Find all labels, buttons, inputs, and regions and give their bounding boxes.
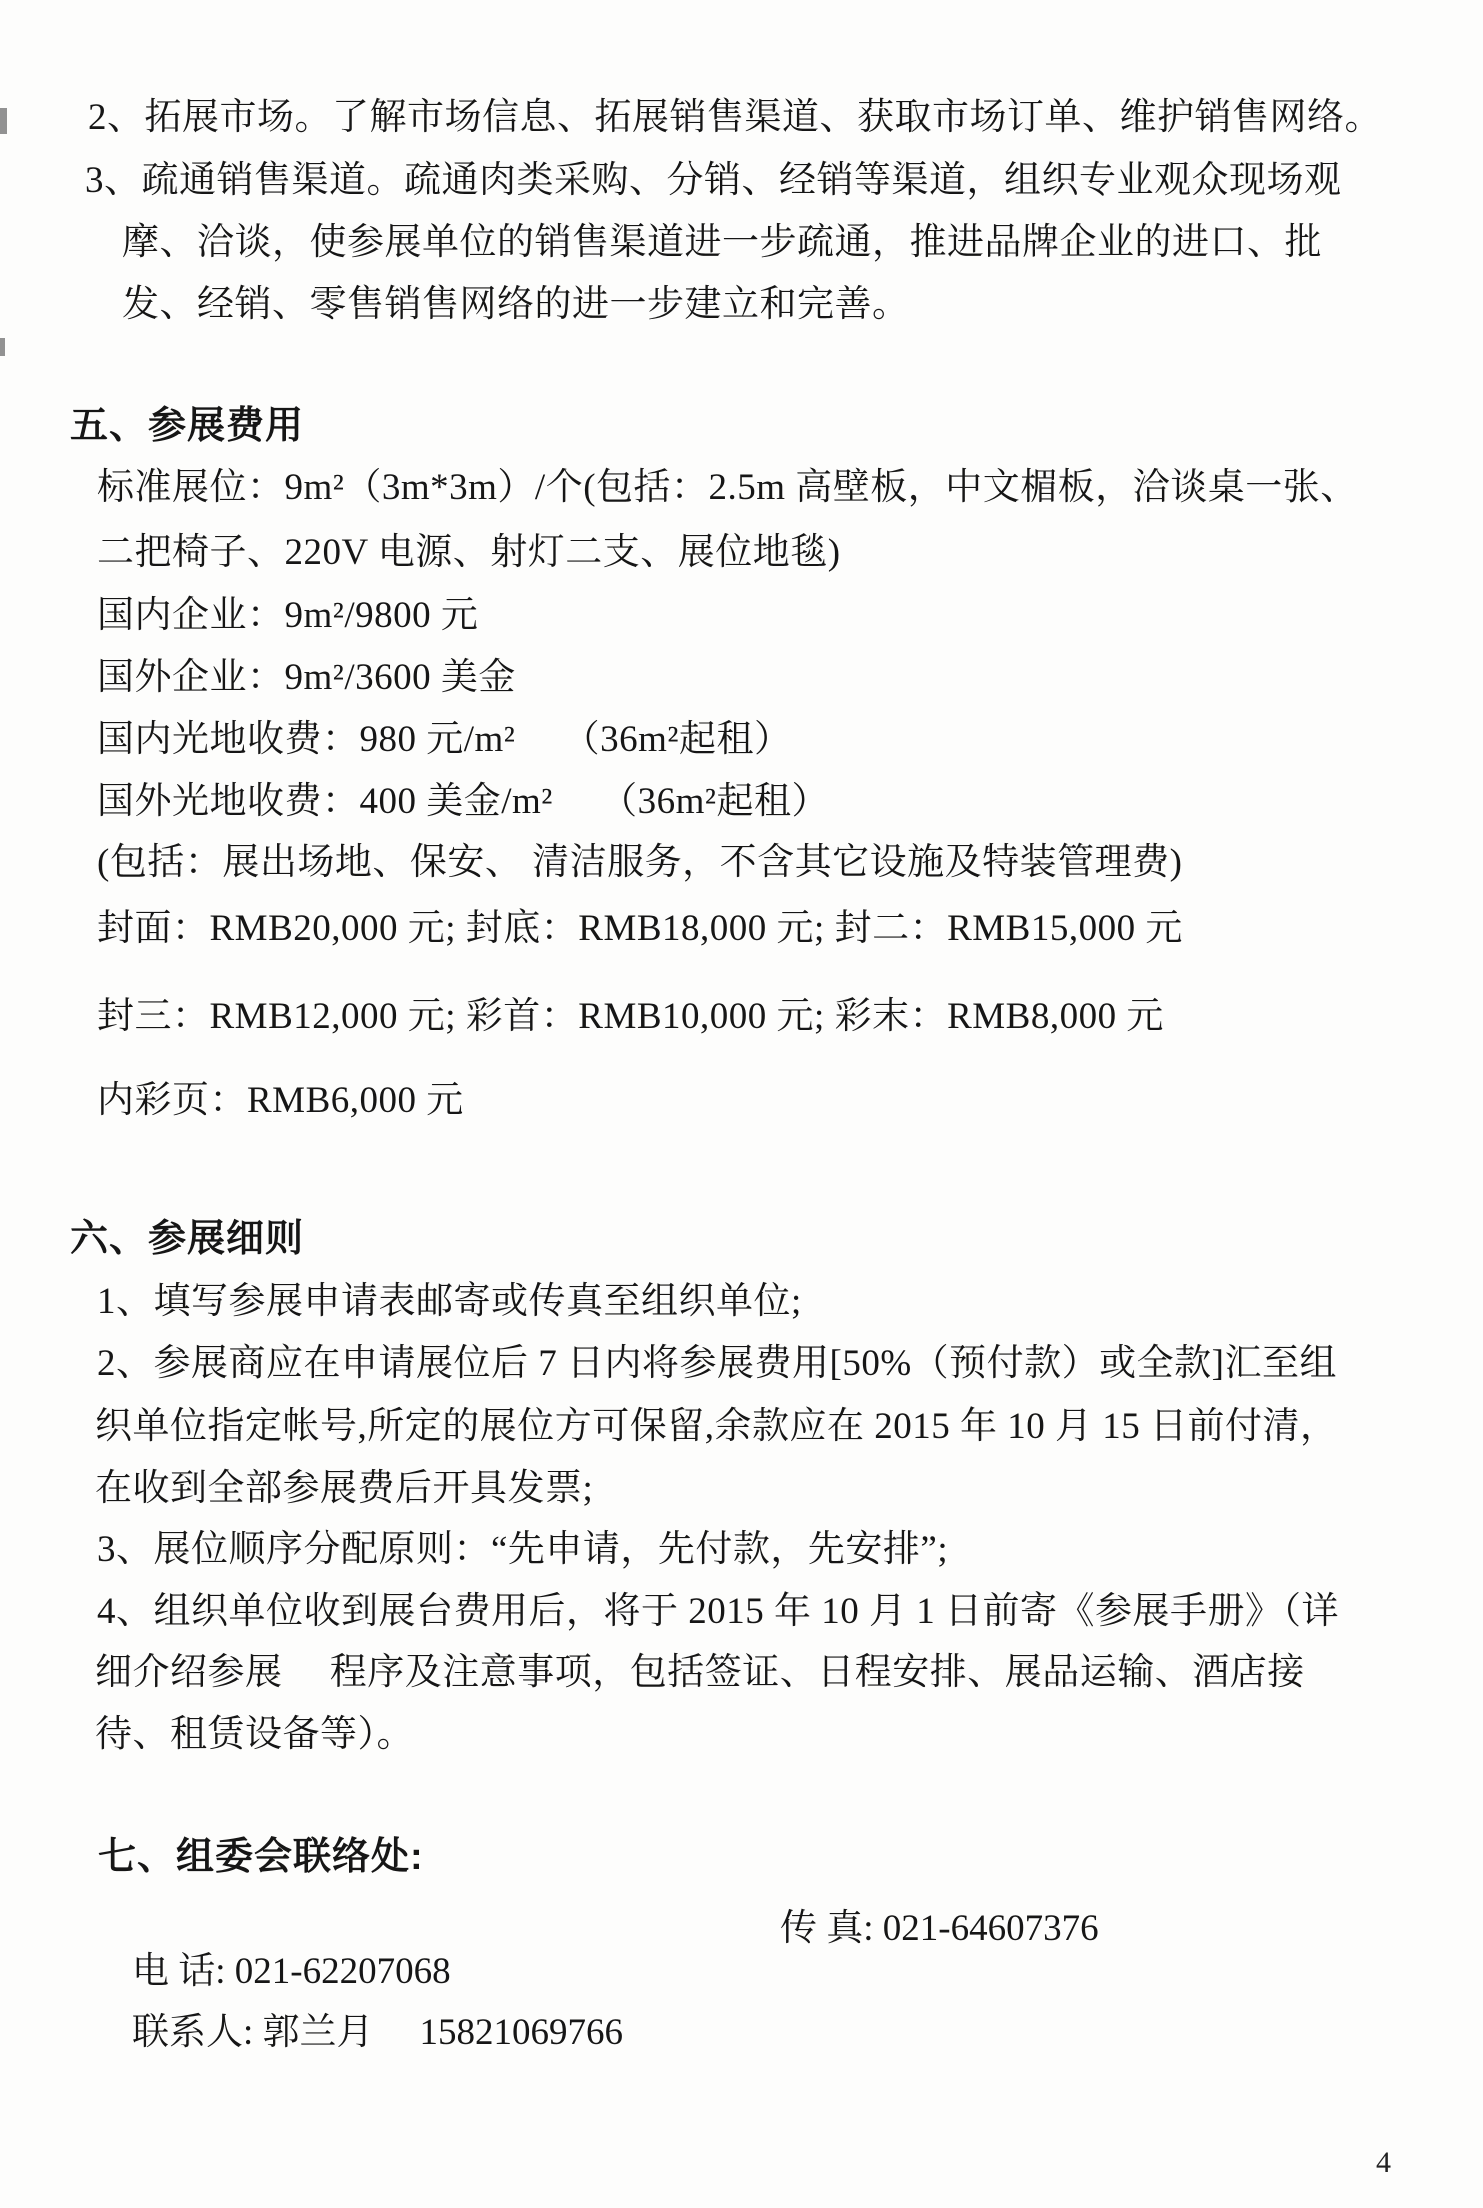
- contact-person-phone: 15821069766: [419, 2012, 624, 2053]
- contact-person-line: [95, 1958, 623, 2098]
- rules-line-2: 2、参展商应在申请展位后 7 日内将参展费用[50%（预付款）或全款]汇至组: [97, 1343, 1337, 1384]
- fax-value: 021-64607376: [882, 1908, 1099, 1949]
- rules-line-3: 织单位指定帐号,所定的展位方可保留,余款应在 2015 年 10 月 15 日前付清，: [95, 1406, 1338, 1447]
- contact-person-label: 联系人:: [132, 2012, 263, 2053]
- fees-line-7: (包括：展出场地、保安、 清洁服务，不含其它设施及特装管理费): [97, 842, 1183, 883]
- page-number: 4: [1376, 2146, 1391, 2179]
- section-contact-heading: 七、组委会联络处:: [98, 1836, 424, 1878]
- section-rules-heading: 六、参展细则: [70, 1218, 305, 1260]
- rules-line-6: 4、组织单位收到展台费用后，将于 2015 年 10 月 1 日前寄《参展手册》（详: [97, 1591, 1339, 1632]
- scan-speck: [0, 108, 7, 134]
- fees-line-6: 国外光地收费：400 美金/m² （36m²起租）: [97, 781, 830, 822]
- rules-line-7: 细介绍参展 程序及注意事项，包括签证、日程安排、展品运输、酒店接: [95, 1652, 1305, 1693]
- intro-line-1: 2、拓展市场。了解市场信息、拓展销售渠道、获取市场订单、维护销售网络。: [88, 97, 1382, 138]
- fees-line-1: 标准展位：9m²（3m*3m）/个(包括：2.5m 高壁板，中文楣板，洽谈桌一张、: [97, 467, 1358, 508]
- intro-line-2: 3、疏通销售渠道。疏通肉类采购、分销、经销等渠道，组织专业观众现场观: [85, 160, 1342, 201]
- phone-label: 电 话:: [132, 1951, 235, 1992]
- scan-speck: [0, 338, 5, 356]
- intro-line-4: 发、经销、零售销售网络的进一步建立和完善。: [122, 284, 910, 325]
- contact-person-name: 郭兰月: [262, 2012, 374, 2053]
- rules-line-1: 1、填写参展申请表邮寄或传真至组织单位;: [97, 1281, 802, 1322]
- fees-line-9: 封三：RMB12,000 元; 彩首：RMB10,000 元; 彩末：RMB8,000 元: [97, 996, 1164, 1037]
- fax-label: 传 真:: [780, 1908, 883, 1949]
- fees-line-2: 二把椅子、220V 电源、射灯二支、展位地毯): [97, 532, 841, 573]
- fees-line-4: 国外企业：9m²/3600 美金: [97, 657, 516, 698]
- intro-line-3: 摩、洽谈，使参展单位的销售渠道进一步疏通，推进品牌企业的进口、批: [122, 222, 1322, 263]
- rules-line-5: 3、展位顺序分配原则：“先申请，先付款，先安排”;: [97, 1529, 949, 1570]
- fees-line-5: 国内光地收费：980 元/m² （36m²起租）: [97, 719, 792, 760]
- fees-line-10: 内彩页：RMB6,000 元: [97, 1080, 464, 1121]
- phone-value: 021-62207068: [234, 1951, 451, 1992]
- rules-line-8: 待、租赁设备等）。: [95, 1714, 414, 1755]
- fees-line-3: 国内企业：9m²/9800 元: [97, 595, 479, 636]
- fax-block: [780, 1897, 1099, 1951]
- rules-line-4: 在收到全部参展费后开具发票;: [95, 1468, 594, 1509]
- fees-line-8: 封面：RMB20,000 元; 封底：RMB18,000 元; 封二：RMB15,000 元: [97, 908, 1183, 949]
- section-fees-heading: 五、参展费用: [70, 405, 305, 447]
